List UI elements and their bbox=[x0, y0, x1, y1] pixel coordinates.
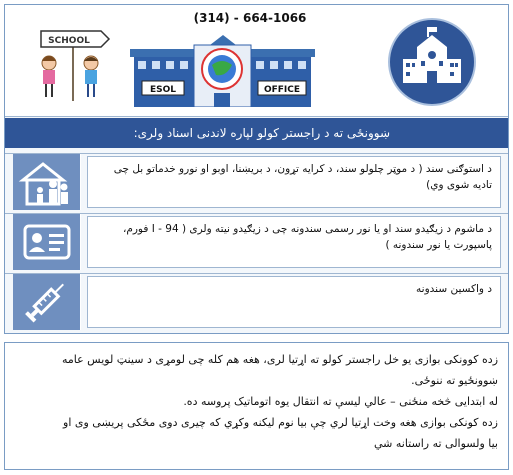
requirements-banner: ښوونځی ته د راجستر کولو لپاره لاندنی اسناد ولری: bbox=[5, 118, 508, 148]
note-line: بیا ولسوالی ته راستانه شي bbox=[373, 437, 498, 450]
document-row bbox=[5, 153, 508, 211]
registration-card bbox=[4, 4, 509, 334]
school-circle-icon bbox=[387, 17, 477, 107]
registration-note bbox=[4, 342, 509, 470]
note-line: زده کوونکی بوازی یو خل راجستر کولو ته اړتیا لری، هغه هم کله چی لومړی د سینټ لویس عامه bbox=[61, 353, 498, 366]
note-line: ښوونځیو ته ننوځی. bbox=[411, 374, 498, 387]
school-building-icon bbox=[130, 31, 315, 107]
note-line: له ابتدایی څخه منځنی – عالي لیسې ته انتقال یوه اتوماتیک پروسه ده. bbox=[183, 395, 498, 408]
school-sign-text: SCHOOL bbox=[48, 36, 90, 46]
syringe-icon bbox=[13, 274, 81, 330]
document-text: د استوګنی سند ( د موټر چلولو سند، د کرایه تړون، د بریښنا، اوبو او نورو خدماتو بل چی تادیه شوی وي) bbox=[87, 156, 501, 208]
document-row bbox=[5, 273, 508, 331]
family-house-icon bbox=[13, 154, 81, 210]
document-text: د ماشوم د زیګیدو سند او یا نور رسمی سندونه چی د زیګیدو نیته ولری ( I - 94 فورم، پاسپورت یا نور سندونه ) bbox=[87, 216, 501, 268]
esol-sign: ESOL bbox=[149, 85, 177, 95]
school-kids-icon bbox=[21, 23, 111, 103]
document-row bbox=[5, 213, 508, 271]
document-text: د واکسین سندونه bbox=[87, 276, 501, 328]
note-line: زده کونکی بوازی هغه وخت اړتیا لري چې بیا نوم لیکنه وکړي که چیری دوی مځکی پریښی وی او bbox=[63, 416, 498, 429]
phone-number: (314) - 664-1066 bbox=[193, 11, 307, 25]
header bbox=[5, 5, 508, 117]
id-card-icon bbox=[13, 214, 81, 270]
office-sign: OFFICE bbox=[263, 85, 301, 95]
